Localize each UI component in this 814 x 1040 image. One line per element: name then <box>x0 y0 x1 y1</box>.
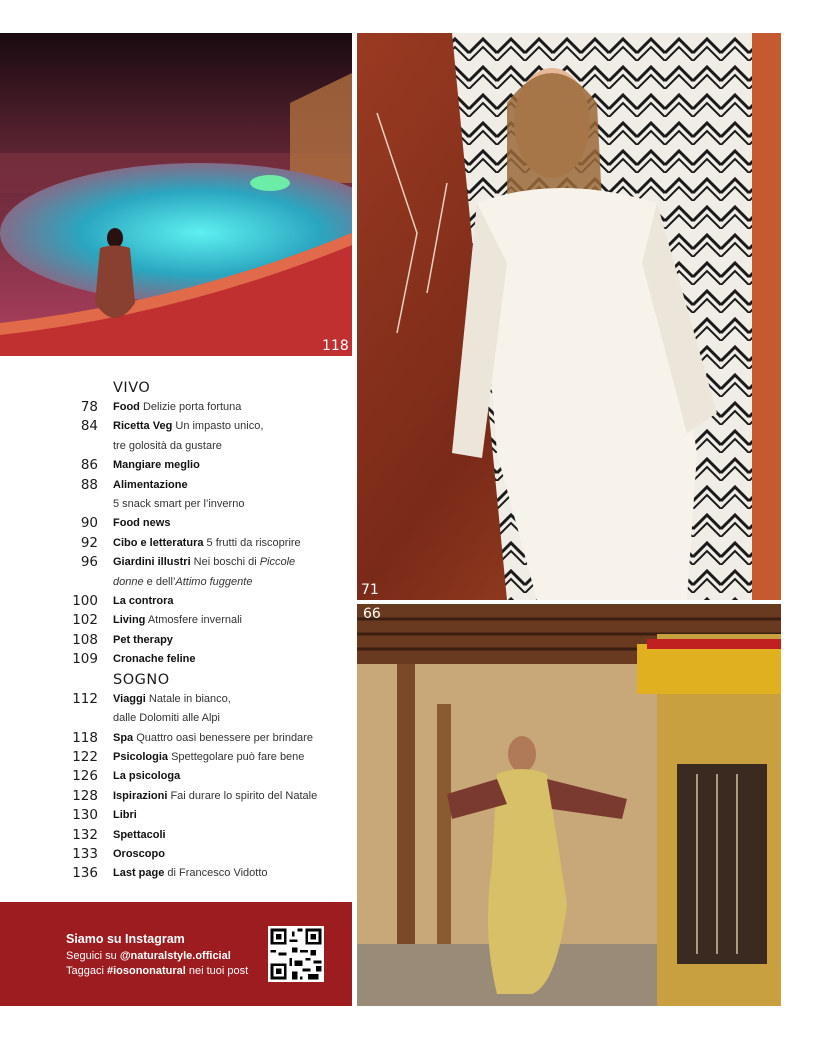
toc-entry[interactable] <box>66 767 356 786</box>
toc-entry[interactable] <box>66 553 356 592</box>
toc-entry-title: La controra <box>113 595 174 608</box>
toc-entry[interactable] <box>66 592 356 611</box>
toc-page-number: 132 <box>72 826 98 843</box>
instagram-follow-line <box>66 950 231 962</box>
toc-entry-title: Food news <box>113 517 171 530</box>
toc-page-number: 112 <box>72 690 98 707</box>
toc-entry-title: Spettacoli <box>113 828 166 841</box>
toc-entry-desc: Nei boschi di <box>190 556 260 569</box>
toc-entry-desc: Spettegolare può fare bene <box>168 750 305 763</box>
toc-entry-title: Giardini illustri <box>113 556 191 569</box>
toc-entry-text <box>113 864 356 883</box>
toc-entry-desc: 5 frutti da riscoprire <box>203 536 301 549</box>
toc-entry-title: Living <box>113 614 146 627</box>
toc-entry[interactable] <box>66 748 356 767</box>
toc-page-number: 122 <box>72 748 98 765</box>
instagram-handle[interactable]: @naturalstyle.official <box>119 950 231 962</box>
section-title-vivo: VIVO <box>113 380 151 396</box>
sogno-entries <box>66 690 356 884</box>
toc-page-number: 118 <box>72 729 98 746</box>
toc-page-number: 86 <box>80 457 98 474</box>
toc-entry-text <box>113 398 356 417</box>
toc-entry-desc-line2: dalle Dolomiti alle Alpi <box>113 712 220 725</box>
instagram-hashtag[interactable]: #iosononatural <box>106 965 186 977</box>
toc-entry-desc: Atmosfere invernali <box>145 614 242 627</box>
toc-entry-italic: Piccole <box>259 556 296 569</box>
toc-page-number: 90 <box>80 515 98 532</box>
fashion-photo-temple <box>357 604 781 1006</box>
instagram-tag-prefix: Taggaci <box>66 965 107 977</box>
toc-page-number: 88 <box>80 476 98 493</box>
toc-entry-text <box>113 690 356 729</box>
toc-page-number: 102 <box>72 612 98 629</box>
toc-entry-title: Mangiare meglio <box>113 459 200 472</box>
qr-code-icon[interactable] <box>268 926 324 982</box>
toc-entry[interactable] <box>66 650 356 669</box>
toc-entry-text <box>113 787 356 806</box>
toc-page-number: 108 <box>72 631 98 648</box>
toc-entry-text <box>113 650 356 669</box>
toc-entry-title: Pet therapy <box>113 633 173 646</box>
toc-page-number: 126 <box>72 768 98 785</box>
toc-entry[interactable] <box>66 690 356 729</box>
toc-entry[interactable] <box>66 631 356 650</box>
toc-page-number: 109 <box>72 651 98 668</box>
toc-entry-desc: di Francesco Vidotto <box>164 867 268 880</box>
toc-entry-title: Psicologia <box>113 750 169 763</box>
toc-entry-text <box>113 826 356 845</box>
toc-entry-desc: Fai durare lo spirito del Natale <box>167 789 318 802</box>
toc-entry-desc: Delizie porta fortuna <box>139 401 242 413</box>
toc-entry-text <box>113 806 356 825</box>
vivo-entries <box>66 398 356 670</box>
toc-entry-text <box>113 631 356 650</box>
toc-entry[interactable] <box>66 417 356 456</box>
toc-entry-title: Ricetta Veg <box>113 420 173 433</box>
toc-page-number: 130 <box>72 807 98 824</box>
photo-page-number: 71 <box>361 582 379 598</box>
toc-entry-italic: Attimo fuggente <box>175 575 253 588</box>
toc-entry-text <box>113 592 356 611</box>
toc-entry-title: Libri <box>113 809 137 822</box>
toc-entry-text <box>113 748 356 767</box>
toc-entry-title: Cibo e letteratura <box>113 536 204 549</box>
toc-entry-text <box>113 845 356 864</box>
instagram-title: Siamo su Instagram <box>66 932 185 946</box>
toc-entry-title: Spa <box>113 731 134 744</box>
toc-entry-title: Viaggi <box>113 692 146 705</box>
instagram-follow-prefix: Seguici su <box>66 950 120 962</box>
toc-entry-desc-line2: e dell’ <box>143 575 176 588</box>
toc-page-number: 78 <box>80 399 98 415</box>
toc-entry-italic: donne <box>113 575 144 588</box>
fashion-photo-white-suit <box>357 33 781 600</box>
toc-entry[interactable] <box>66 514 356 533</box>
toc-entry[interactable] <box>66 534 356 553</box>
toc-page-number: 133 <box>72 845 98 862</box>
spa-photo <box>0 33 352 356</box>
toc-entry[interactable] <box>66 845 356 864</box>
toc-entry[interactable] <box>66 806 356 825</box>
instagram-tag-suffix: nei tuoi post <box>185 965 249 977</box>
toc-entry[interactable] <box>66 611 356 630</box>
toc-page-number: 84 <box>80 418 98 435</box>
toc-entry-desc-line2: tre golosità da gustare <box>113 439 222 452</box>
toc-page-number: 100 <box>72 593 98 610</box>
photo-page-number: 118 <box>322 338 349 354</box>
toc-entry[interactable] <box>66 729 356 748</box>
toc-entry-text <box>113 729 356 748</box>
instagram-tag-line <box>66 965 248 977</box>
toc-entry-desc: Quattro oasi benessere per brindare <box>133 731 313 744</box>
toc-entry-title: La psicologa <box>113 770 181 783</box>
toc-entry-text <box>113 417 356 456</box>
toc-entry-text <box>113 767 356 786</box>
toc-entry[interactable] <box>66 826 356 845</box>
toc-entry-title: Last page <box>113 867 165 880</box>
toc-entry-text <box>113 514 356 533</box>
toc-entry-desc: Un impasto unico, <box>172 420 264 433</box>
toc-entry-text <box>113 553 356 592</box>
toc-entry-title: Ispirazioni <box>113 789 168 802</box>
toc-entry-title: Cronache feline <box>113 653 196 666</box>
toc-entry-desc-line2: 5 snack smart per l’inverno <box>113 498 245 511</box>
toc-entry[interactable] <box>66 456 356 475</box>
toc-entry[interactable] <box>66 476 356 515</box>
table-of-contents <box>66 378 356 884</box>
toc-entry[interactable] <box>66 398 356 417</box>
toc-entry-title: Oroscopo <box>113 847 165 860</box>
toc-entry-desc: Natale in bianco, <box>145 692 231 705</box>
toc-entry[interactable] <box>66 864 356 883</box>
photo-page-number: 66 <box>363 606 381 622</box>
toc-page-number: 92 <box>80 534 98 551</box>
section-title-sogno: SOGNO <box>113 671 170 688</box>
toc-page-number: 136 <box>72 865 98 882</box>
toc-entry[interactable] <box>66 787 356 806</box>
toc-entry-title: Food <box>113 401 140 413</box>
toc-entry-text <box>113 476 356 515</box>
toc-entry-title: Alimentazione <box>113 478 188 491</box>
toc-page-number: 96 <box>80 554 98 571</box>
toc-entry-text <box>113 456 356 475</box>
toc-page-number: 128 <box>72 787 98 804</box>
toc-entry-text <box>113 611 356 630</box>
instagram-banner <box>0 902 352 1006</box>
toc-entry-text <box>113 534 356 553</box>
